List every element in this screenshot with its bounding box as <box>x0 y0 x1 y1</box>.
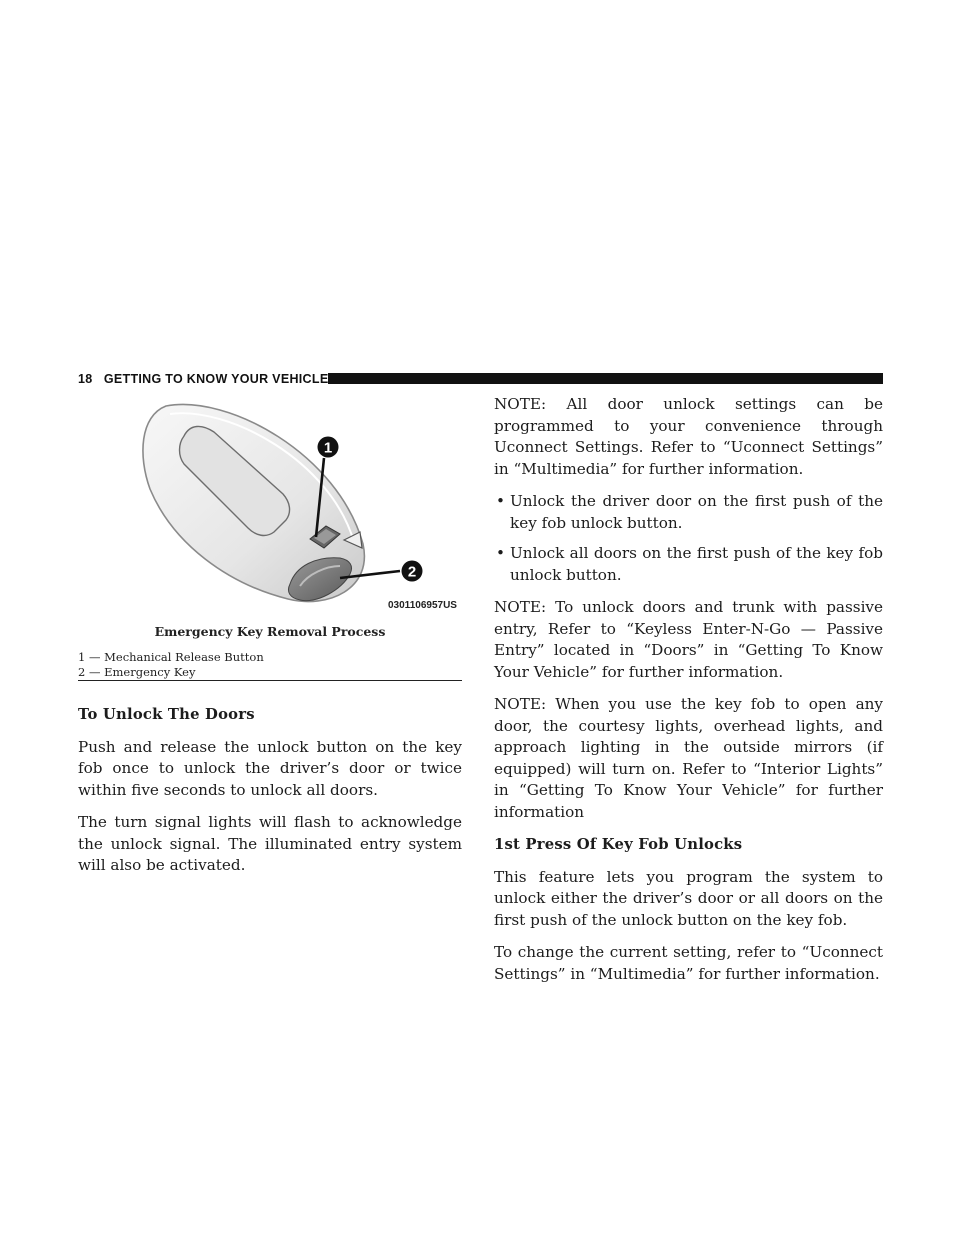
figure-rule <box>78 680 462 681</box>
list-item-text: Unlock all doors on the first push of the key fob unlock button. <box>510 544 883 584</box>
paragraph: The turn signal lights will flash to acknowledge the unlock signal. The illuminated entry system will also be activated. <box>78 813 462 874</box>
callout-2-number: 2 <box>407 563 417 581</box>
note-text: When you use the key fob to open any door, the courtesy lights, overhead lights, and approach lighting in the outside mirrors (if equipped) will turn on. Refer to “Interior Lights” in “Getting To Know Your Vehicle” for further information <box>494 695 883 821</box>
note-3 <box>494 694 883 823</box>
bullet-icon: • <box>496 492 505 510</box>
section-title: GETTING TO KNOW YOUR VEHICLE <box>103 372 329 386</box>
paragraph: This feature lets you program the system to unlock either the driver’s door or all doors on the first push of the unlock button on the key fob. <box>494 867 883 929</box>
figure-legend <box>78 650 264 680</box>
left-column <box>78 704 462 888</box>
bullet-list <box>494 491 883 586</box>
note-label: NOTE: <box>494 695 547 713</box>
legend-item-2: 2 — Emergency Key <box>78 665 196 679</box>
list-item-text: Unlock the driver door on the first push of the key fob unlock button. <box>510 492 883 532</box>
page-number: 18 <box>78 372 93 386</box>
note-2 <box>494 597 883 683</box>
section-heading-first-press: 1st Press Of Key Fob Unlocks <box>494 836 743 853</box>
note-label: NOTE: <box>494 395 547 413</box>
right-column <box>494 394 883 996</box>
list-item <box>494 543 883 586</box>
note-text: All door unlock settings can be programmed to your convenience through Uconnect Settings. Refer to “Uconnect Settings” in “Multimedia” for further information. <box>494 395 884 478</box>
page-header-text <box>78 372 328 386</box>
header-rule <box>328 373 883 384</box>
section-heading-unlock-doors: To Unlock The Doors <box>78 706 255 723</box>
note-text: To unlock doors and trunk with passive entry, Refer to “Keyless Enter-N-Go — Passive Entry” located in “Doors” in “Getting To Know Your Vehicle” for further information. <box>494 598 883 681</box>
paragraph: Push and release the unlock button on the key fob once to unlock the driver’s door or twice within five seconds to unlock all doors. <box>78 737 462 799</box>
note-1 <box>494 394 883 480</box>
key-fob-figure <box>78 394 462 684</box>
callout-1-number: 1 <box>323 439 333 457</box>
image-code: 0301106957US <box>388 600 457 611</box>
legend-item-1: 1 — Mechanical Release Button <box>78 650 264 664</box>
bullet-icon: • <box>496 544 505 562</box>
list-item <box>494 491 883 534</box>
figure-caption: Emergency Key Removal Process <box>154 624 386 639</box>
note-label: NOTE: <box>494 598 547 616</box>
paragraph: To change the current setting, refer to “Uconnect Settings” in “Multimedia” for further information. <box>494 943 883 983</box>
page-header <box>78 372 883 386</box>
key-fob-illustration <box>78 394 462 619</box>
